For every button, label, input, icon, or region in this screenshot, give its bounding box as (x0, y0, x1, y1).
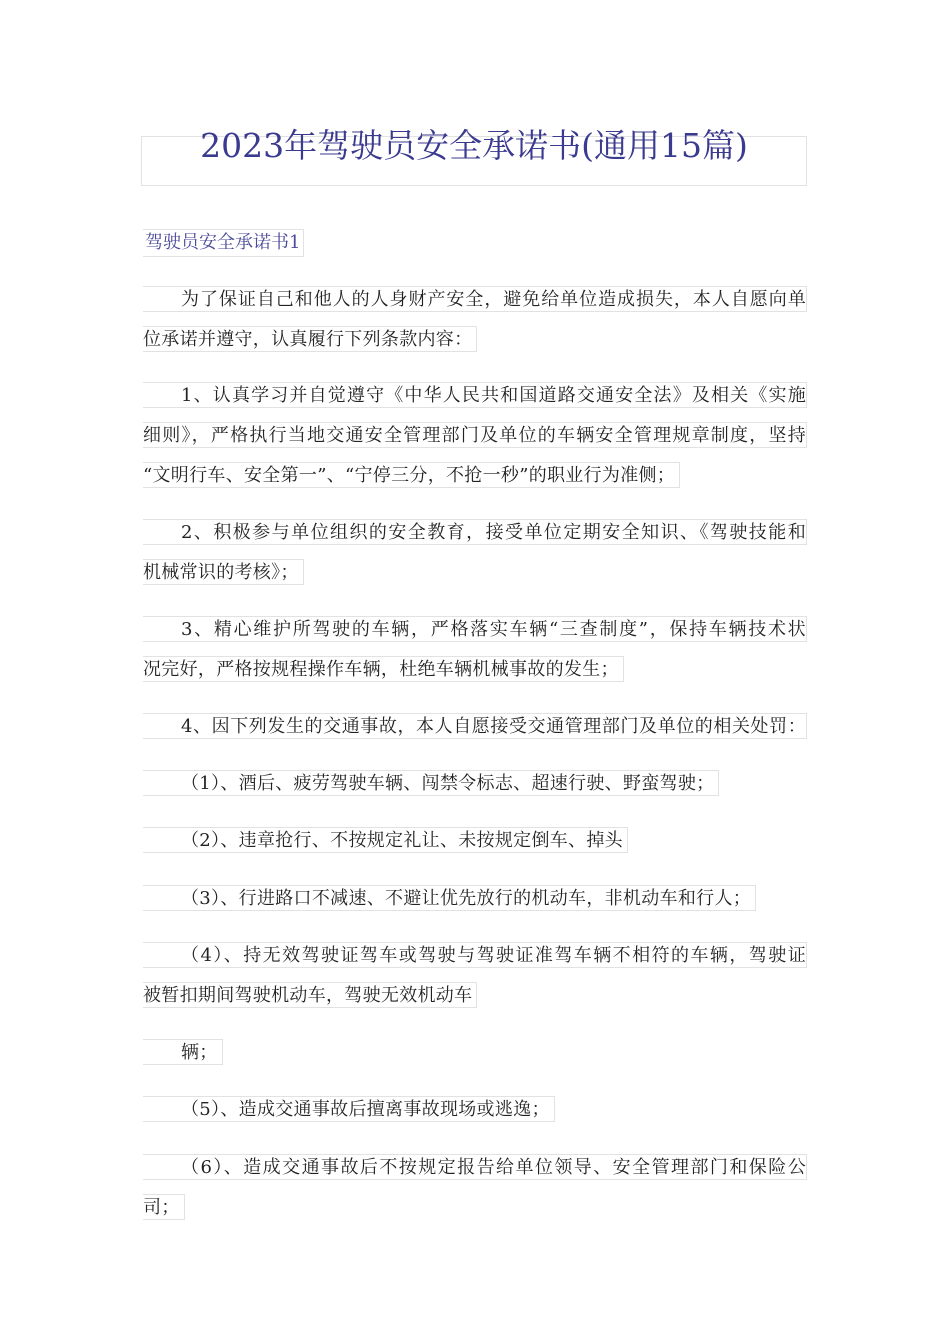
paragraph-line: 2、积极参与单位组织的安全教育，接受单位定期安全知识、《驾驶技能和 (143, 519, 807, 545)
paragraph-item-2 (143, 827, 628, 867)
paragraph-line: （1）、酒后、疲劳驾驶车辆、闯禁令标志、超速行驶、野蛮驾驶； (143, 770, 719, 796)
paragraph-line: 4、因下列发生的交通事故，本人自愿接受交通管理部门及单位的相关处罚： (143, 713, 807, 739)
paragraph-line: 司； (143, 1194, 185, 1220)
paragraph-line: 机械常识的考核》； (143, 559, 304, 585)
paragraph-line: 1、认真学习并自觉遵守《中华人民共和国道路交通安全法》及相关《实施 (143, 382, 807, 408)
paragraph-line: （2）、违章抢行、不按规定礼让、未按规定倒车、掉头 (143, 827, 628, 853)
paragraph-line: 3、精心维护所驾驶的车辆，严格落实车辆“三查制度”，保持车辆技术状 (143, 616, 807, 642)
paragraph-item-4-continuation (143, 1039, 223, 1079)
paragraph-clause-4 (143, 713, 807, 753)
paragraph-line: （4）、持无效驾驶证驾车或驾驶与驾驶证准驾车辆不相符的车辆，驾驶证 (143, 942, 807, 968)
paragraph-item-1 (143, 770, 719, 810)
paragraph-clause-1 (143, 382, 807, 502)
paragraph-line: （3）、行进路口不减速、不避让优先放行的机动车，非机动车和行人； (143, 885, 756, 911)
page-title: 2023年驾驶员安全承诺书(通用15篇) (141, 136, 807, 186)
section-heading: 驾驶员安全承诺书1 (143, 229, 304, 257)
paragraph-clause-3 (143, 616, 807, 696)
paragraph-line: 况完好，严格按规程操作车辆，杜绝车辆机械事故的发生； (143, 656, 624, 682)
paragraph-line: 被暂扣期间驾驶机动车，驾驶无效机动车 (143, 982, 477, 1008)
paragraph-intro (143, 286, 807, 366)
paragraph-line: 位承诺并遵守，认真履行下列条款内容： (143, 326, 477, 352)
paragraph-item-6 (143, 1154, 807, 1234)
paragraph-line: 细则》，严格执行当地交通安全管理部门及单位的车辆安全管理规章制度，坚持 (143, 422, 807, 448)
paragraph-line: （5）、造成交通事故后擅离事故现场或逃逸； (143, 1096, 555, 1122)
paragraph-item-3 (143, 885, 756, 925)
paragraph-line: （6）、造成交通事故后不按规定报告给单位领导、安全管理部门和保险公 (143, 1154, 807, 1180)
paragraph-clause-2 (143, 519, 807, 599)
paragraph-item-5 (143, 1096, 555, 1136)
paragraph-line: “文明行车、安全第一”、“宁停三分，不抢一秒”的职业行为准侧； (143, 462, 680, 488)
paragraph-line: 为了保证自己和他人的人身财产安全，避免给单位造成损失，本人自愿向单 (143, 286, 807, 312)
paragraph-line: 辆； (143, 1039, 223, 1065)
paragraph-item-4 (143, 942, 807, 1022)
